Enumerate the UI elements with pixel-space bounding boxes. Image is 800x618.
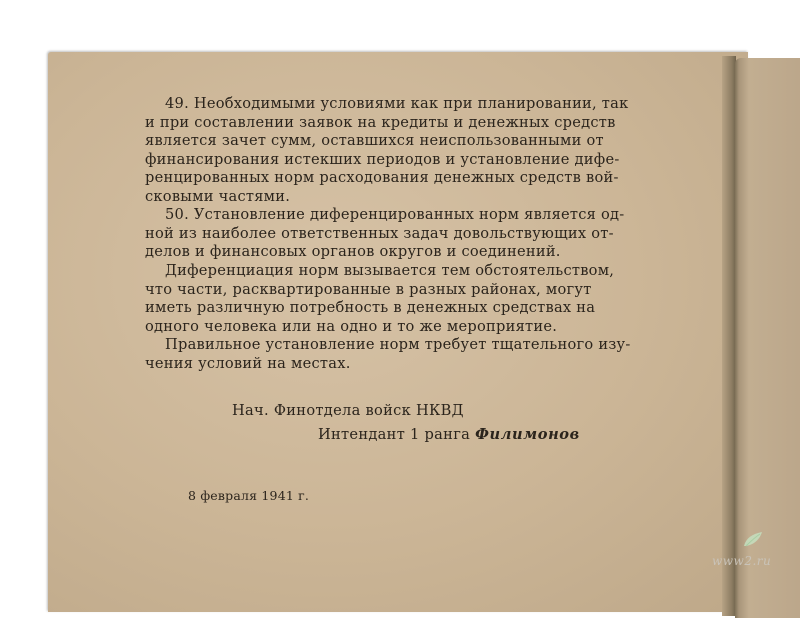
paragraph-conclusion: [145, 336, 685, 373]
text-line: ренцированных норм расходования денежных средств вой-: [145, 169, 619, 187]
watermark-text: www2.ru: [712, 554, 772, 568]
text-line: 50. Установление диференцированных норм является од-: [165, 206, 625, 223]
text-line: что части, расквартированные в разных районах, могут: [145, 280, 592, 298]
text-line: финансирования истекших периодов и установление дифе-: [145, 150, 620, 168]
paragraph-49: [145, 95, 685, 207]
document-date: 8 февраля 1941 г.: [188, 488, 310, 503]
paragraph-differentiation: [145, 262, 685, 336]
signature-line: [318, 426, 580, 443]
text-line: одного человека или на одно и то же мероприятие.: [145, 317, 558, 335]
signature-position: Нач. Финотдела войск НКВД: [232, 402, 464, 419]
text-line: иметь различную потребность в денежных средствах на: [145, 299, 596, 317]
text-line: является зачет сумм, оставшихся неиспользованными от: [145, 132, 604, 150]
text-line: делов и финансовых органов округов и соединений.: [145, 243, 561, 261]
watermark-leaf-icon: [740, 528, 766, 550]
paragraph-50: [145, 206, 685, 262]
text-line: 49. Необходимыми условиями как при планировании, так: [165, 95, 629, 112]
text-line: и при составлении заявок на кредиты и денежных средств: [145, 113, 616, 131]
text-line: Правильное установление норм требует тщательного изу-: [165, 336, 631, 353]
text-line: чения условий на местах.: [145, 354, 351, 372]
signature-rank: Интендант 1 ранга: [318, 426, 471, 443]
signature-name: Филимонов: [475, 426, 580, 443]
text-line: Диференциация норм вызывается тем обстоятельством,: [165, 262, 615, 279]
text-line: ной из наиболее ответственных задач довольствующих от-: [145, 224, 614, 242]
text-line: сковыми частями.: [145, 187, 291, 205]
page-spine: [722, 56, 736, 616]
